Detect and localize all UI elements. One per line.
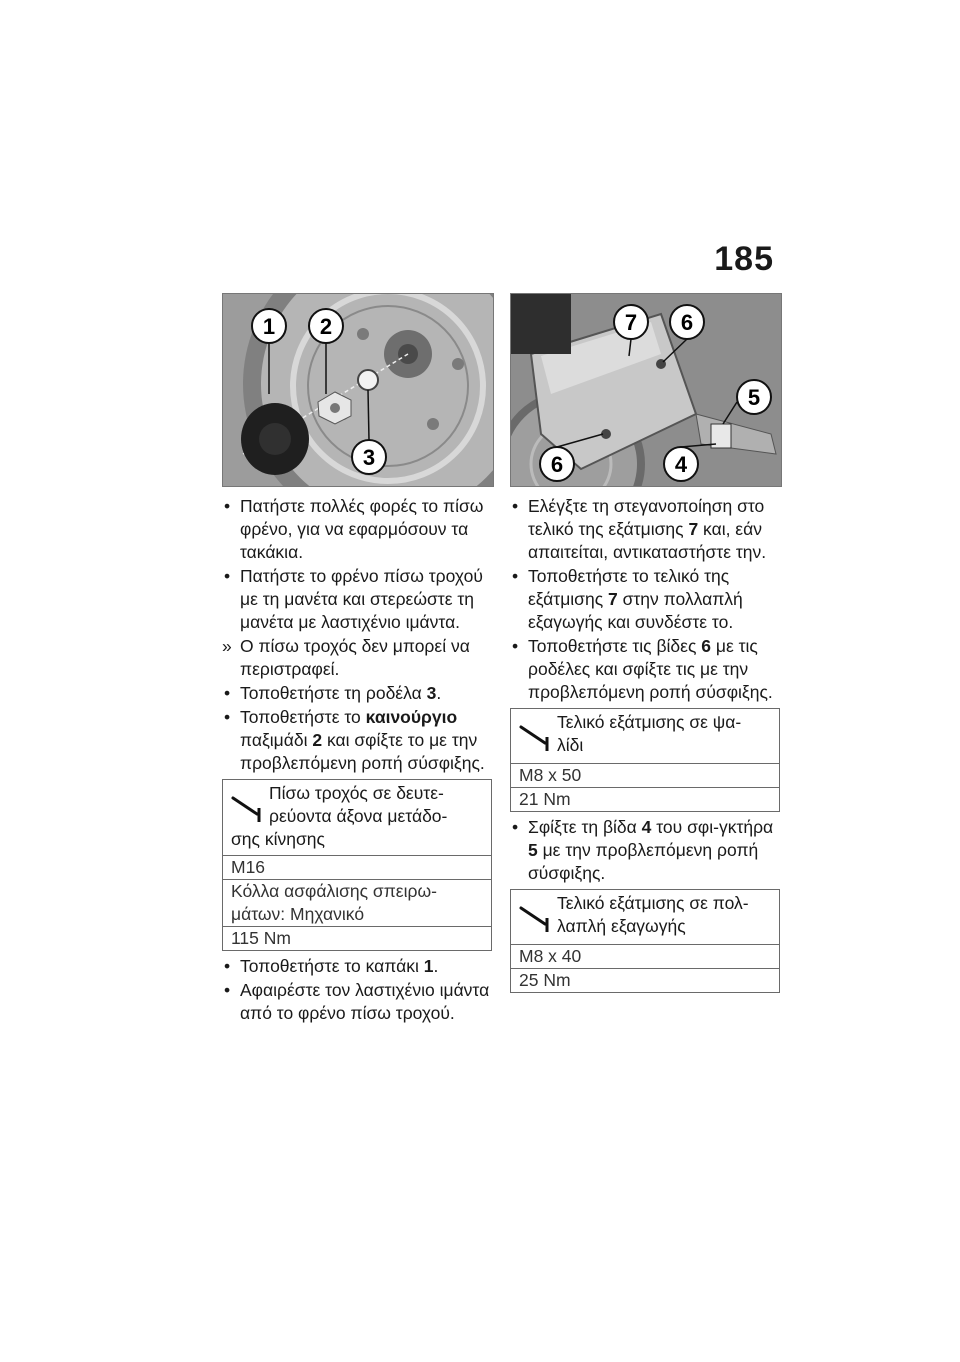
bullet-icon: • bbox=[224, 980, 231, 1000]
left-steps-after bbox=[222, 955, 492, 1025]
spec-title: Τελικό εξάτμισης σε πολ- λαπλή εξαγωγής bbox=[511, 890, 779, 944]
torque-wrench-icon bbox=[231, 794, 265, 824]
bullet-icon: • bbox=[512, 817, 519, 837]
bullet-icon: • bbox=[224, 566, 231, 586]
spec-row: M8 x 40 bbox=[511, 944, 779, 968]
list-item: • Πατήστε πολλές φορές το πίσω φρένο, για να εφαρμόσουν τα τακάκια. bbox=[224, 496, 484, 562]
right-steps bbox=[510, 495, 780, 704]
bullet-icon: • bbox=[512, 566, 519, 586]
bullet-icon: • bbox=[224, 683, 231, 703]
rear-wheel-illustration bbox=[223, 294, 493, 486]
bullet-icon: • bbox=[512, 636, 519, 656]
torque-wrench-icon bbox=[519, 904, 553, 934]
result-arrow-icon: » bbox=[222, 636, 232, 656]
list-item: • Τοποθετήστε το καπάκι 1. bbox=[224, 956, 439, 976]
svg-text:2: 2 bbox=[319, 314, 333, 339]
left-column bbox=[222, 293, 492, 1026]
list-item: • Τοποθετήστε τις βίδες 6 με τις ροδέλες και σφίξτε τις με την προβλεπόμενη ροπή σύσφιξης. bbox=[512, 636, 773, 702]
spec-title: Πίσω τροχός σε δευτε- ρεύοντα άξονα μετάδο- σης κίνησης bbox=[231, 783, 448, 849]
spec-row: 115 Nm bbox=[223, 926, 491, 950]
right-steps-mid bbox=[510, 816, 780, 885]
right-column bbox=[510, 293, 780, 995]
torque-wrench-icon bbox=[519, 723, 553, 753]
list-item: • Σφίξτε τη βίδα 4 του σφι-γκτήρα 5 με την προβλεπόμενη ροπή σύσφιξης. bbox=[512, 817, 774, 883]
bullet-icon: • bbox=[224, 707, 231, 727]
torque-spec-box bbox=[222, 779, 492, 951]
list-item: • Τοποθετήστε τη ροδέλα 3. bbox=[224, 683, 442, 703]
list-item: • Αφαιρέστε τον λαστιχένιο ιμάντα από το φρένο πίσω τροχού. bbox=[224, 980, 490, 1023]
svg-text:5: 5 bbox=[747, 385, 761, 410]
exhaust-figure bbox=[510, 293, 782, 487]
list-item: • Τοποθετήστε το τελικό της εξάτμισης 7 στην πολλαπλή εξαγωγής και συνδέστε το. bbox=[512, 566, 743, 632]
left-steps bbox=[222, 495, 492, 775]
svg-text:7: 7 bbox=[624, 310, 638, 335]
result-item: » Ο πίσω τροχός δεν μπορεί να περιστραφεί. bbox=[222, 636, 470, 679]
exhaust-illustration bbox=[511, 294, 781, 486]
page-number: 185 bbox=[714, 240, 774, 278]
list-item: • Πατήστε το φρένο πίσω τροχού με τη μανέτα και στερεώστε τη μανέτα με λαστιχένιο ιμάντα. bbox=[224, 566, 483, 632]
svg-text:6: 6 bbox=[550, 452, 564, 477]
spec-row: 21 Nm bbox=[511, 787, 779, 811]
spec-row: M8 x 50 bbox=[511, 763, 779, 787]
rear-wheel-figure bbox=[222, 293, 494, 487]
spec-row: M16 bbox=[223, 855, 491, 879]
spec-row: 25 Nm bbox=[511, 968, 779, 992]
svg-text:6: 6 bbox=[680, 310, 694, 335]
svg-text:4: 4 bbox=[674, 452, 688, 477]
bullet-icon: • bbox=[224, 956, 231, 976]
svg-text:1: 1 bbox=[262, 314, 276, 339]
svg-text:3: 3 bbox=[362, 445, 376, 470]
bullet-icon: • bbox=[224, 496, 231, 516]
spec-row: Κόλλα ασφάλισης σπειρω-μάτων: Μηχανικό bbox=[223, 879, 491, 926]
torque-spec-box bbox=[510, 708, 780, 812]
torque-spec-box bbox=[510, 889, 780, 993]
list-item: • Τοποθετήστε το καινούργιο παξιμάδι 2 και σφίξτε το με την προβλεπόμενη ροπή σύσφιξης. bbox=[224, 707, 485, 773]
list-item: • Ελέγξτε τη στεγανοποίηση στο τελικό της εξάτμισης 7 και, εάν απαιτείται, αντικαταστήστε την. bbox=[512, 496, 767, 562]
spec-title: Τελικό εξάτμισης σε ψα- λίδι bbox=[511, 709, 779, 763]
bullet-icon: • bbox=[512, 496, 519, 516]
